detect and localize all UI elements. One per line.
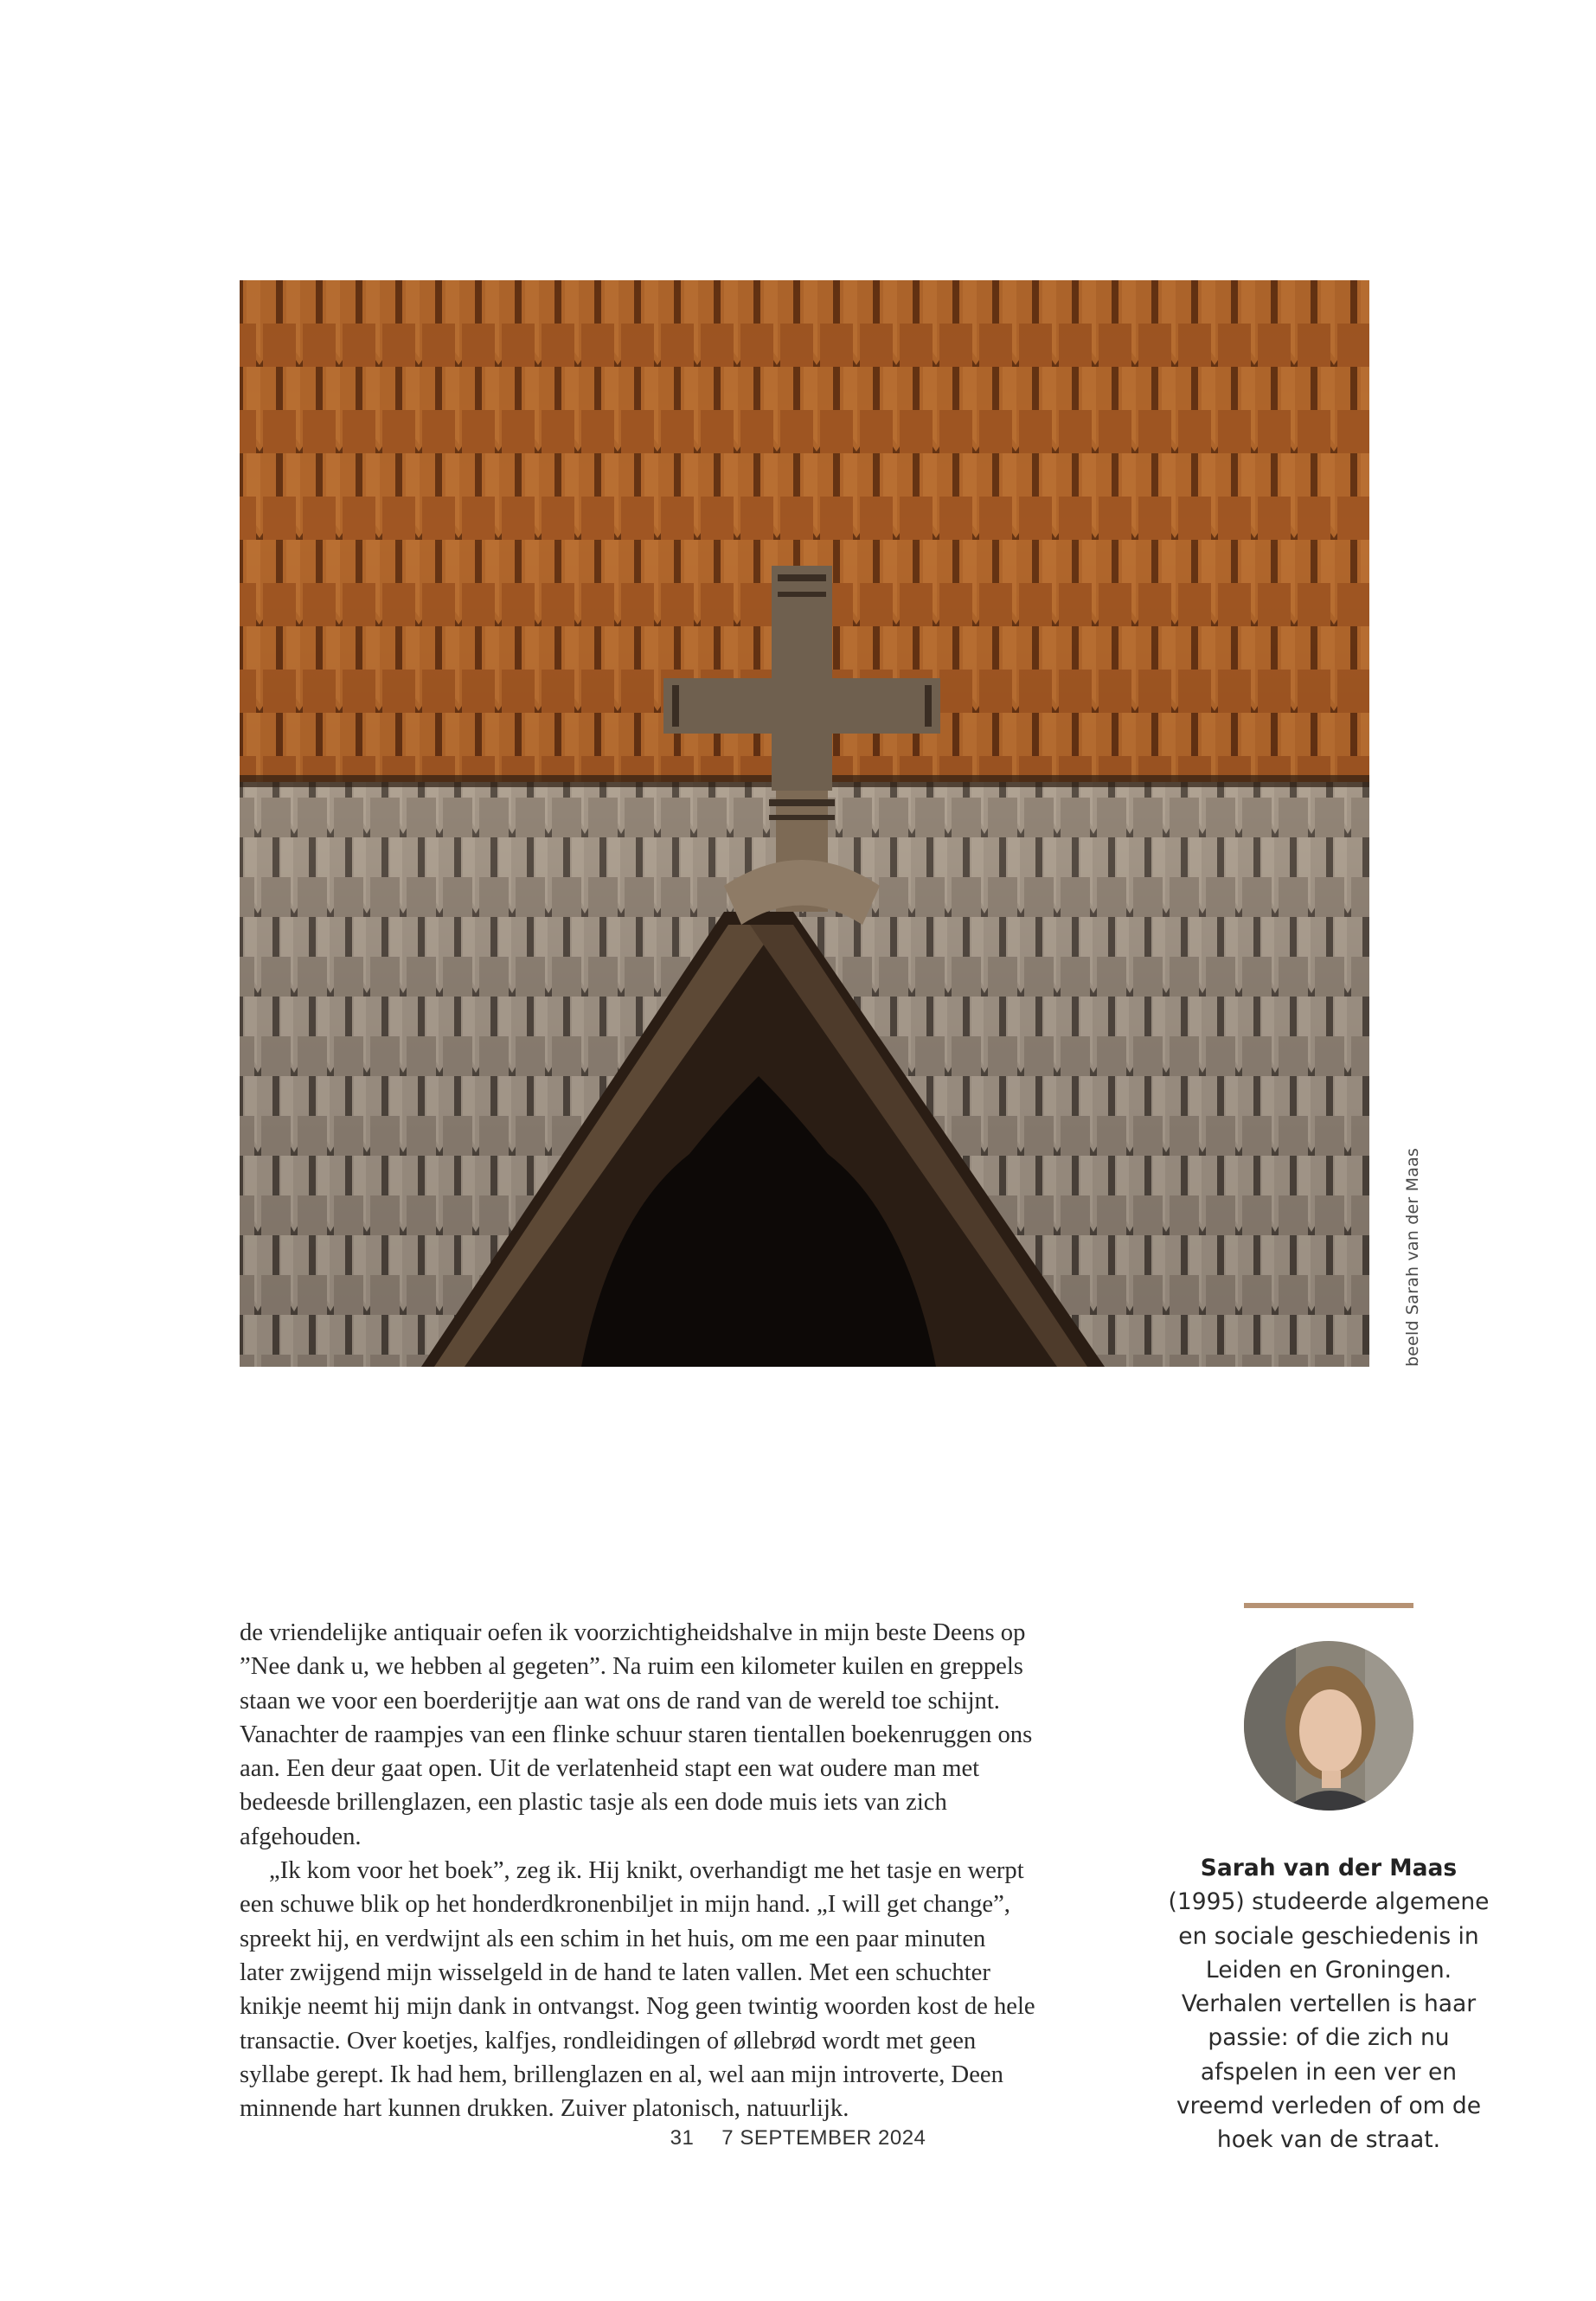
stave-church-photo [240,280,1369,1367]
article-body [240,1616,1035,2125]
page-footer [0,2126,1596,2150]
author-name: Sarah van der Maas [1200,1855,1458,1881]
author-bio [1159,1851,1498,2157]
paragraph: de vriendelijke antiquair oefen ik voorzichtigheidshalve in mijn beste Deens op ”Nee dank u, we hebben al gegeten”. Na ruim een kilometer kuilen en greppels staan we voor een boerderijtje aan wat ons de rand van de wereld toe schijnt. Vanachter de raampjes van een flinke schuur staren tientallen boekenruggen ons aan. Een deur gaat open. Uit de verlatenheid stapt een wat oudere man met bedeesde brillenglazen, een plastic tasje als een dode muis iets van zich afgehouden. [240,1619,1033,1850]
paragraph: „Ik kom voor het boek”, zeg ik. Hij knikt, overhandigt me het tasje en werpt een schuwe blik op het honderdkronenbiljet in mijn hand. „I will get change”, spreekt hij, en verdwijnt als een schim in het huis, om me een paar minuten later zwijgend mijn wisselgeld in de hand te laten vallen. Met een schuchter knikje neemt hij mijn dank in ontvangst. Nog geen twintig woorden kost de hele transactie. Over koetjes, kalfjes, rondleidingen of øllebrød wordt met geen syllabe gerept. Ik had hem, brillenglazen en al, wel aan mijn introverte, Deen minnende hart kunnen drukken. Zuiver platonisch, natuurlijk. [240,1857,1035,2123]
accent-rule [1244,1603,1413,1608]
author-portrait [1244,1641,1413,1811]
author-bio-text: (1995) studeerde algemene en sociale geschiedenis in Leiden en Groningen. Verhalen vertellen is haar passie: of die zich nu afspelen in een ver en vreemd verleden of om de hoek van de straat. [1168,1888,1490,2154]
issue-date: 7 SEPTEMBER 2024 [721,2126,926,2150]
page-number: 31 [670,2126,695,2150]
photo-credit: beeld Sarah van der Maas [1403,1147,1422,1367]
